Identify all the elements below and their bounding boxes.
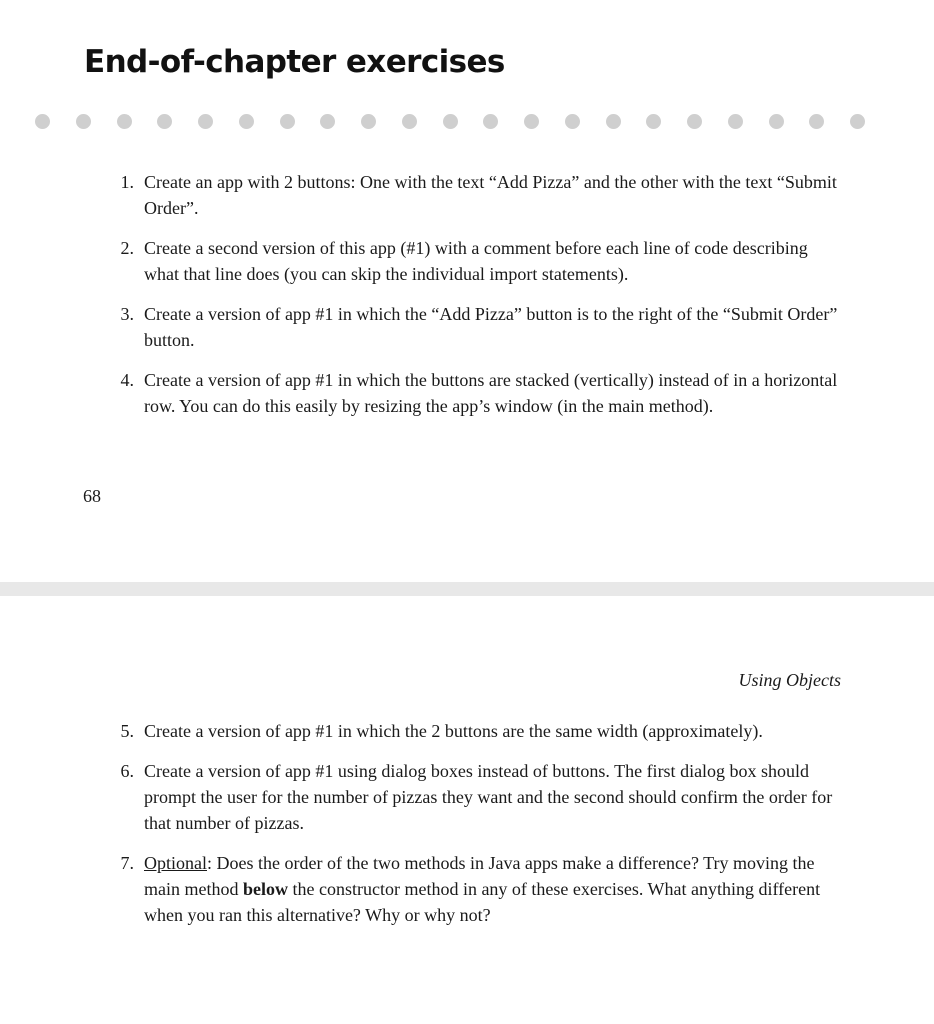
- decorative-dot: [117, 114, 132, 129]
- decorative-dot: [443, 114, 458, 129]
- decorative-dot: [809, 114, 824, 129]
- decorative-dot: [565, 114, 580, 129]
- exercise-item: [0, 758, 844, 836]
- exercise-item: [0, 301, 844, 353]
- decorative-dot: [646, 114, 661, 129]
- decorative-dot: [320, 114, 335, 129]
- emphasis-word: below: [242, 879, 288, 899]
- exercise-item: [0, 718, 844, 744]
- decorative-dot: [606, 114, 621, 129]
- exercise-number: 3.: [120, 304, 134, 324]
- decorative-dot: [850, 114, 865, 129]
- exercise-text-part1: : Does the order of the two methods in Java apps make a difference? Try moving the main method: [144, 853, 815, 899]
- decorative-dot: [35, 114, 50, 129]
- decorative-dot: [769, 114, 784, 129]
- decorative-dot: [198, 114, 213, 129]
- decorative-dot: [687, 114, 702, 129]
- exercise-list-bottom: [0, 718, 844, 942]
- decorative-dot: [239, 114, 254, 129]
- decorative-dot: [728, 114, 743, 129]
- decorative-dot: [361, 114, 376, 129]
- decorative-dot: [157, 114, 172, 129]
- exercise-item: [0, 235, 844, 287]
- exercise-item: [0, 850, 844, 928]
- exercise-number: 7.: [120, 853, 134, 873]
- page-number: 68: [83, 486, 101, 506]
- book-page-bottom: [0, 596, 934, 1024]
- exercise-text: Create a version of app #1 using dialog boxes instead of buttons. The first dialog box should prompt the user for the number of pizzas they want and the second should confirm the order for that number of pizzas.: [144, 761, 833, 833]
- chapter-exercises-heading: End-of-chapter exercises: [84, 44, 505, 80]
- exercise-text-part2: the constructor method in any of these exercises. What anything different when you ran this alternative? Why or why not?: [144, 879, 821, 925]
- exercise-item: [0, 367, 844, 419]
- exercise-number: 1.: [120, 172, 134, 192]
- decorative-dot-row: [35, 114, 865, 130]
- exercise-number: 6.: [120, 761, 134, 781]
- page-separator: [0, 582, 934, 596]
- exercise-text: Create a second version of this app (#1) with a comment before each line of code describing what that line does (you can skip the individual import statements).: [144, 238, 808, 284]
- exercise-number: 2.: [120, 238, 134, 258]
- exercise-number: 5.: [120, 721, 134, 741]
- exercise-text: Create a version of app #1 in which the 2 buttons are the same width (approximately).: [144, 721, 763, 741]
- running-header: Using Objects: [738, 670, 841, 690]
- decorative-dot: [483, 114, 498, 129]
- exercise-text: Create an app with 2 buttons: One with the text “Add Pizza” and the other with the text “Submit Order”.: [144, 172, 837, 218]
- exercise-text: Create a version of app #1 in which the buttons are stacked (vertically) instead of in a horizontal row. You can do this easily by resizing the app’s window (in the main method).: [144, 370, 838, 416]
- decorative-dot: [280, 114, 295, 129]
- decorative-dot: [524, 114, 539, 129]
- exercise-list-top: [0, 169, 844, 433]
- decorative-dot: [76, 114, 91, 129]
- exercise-item: [0, 169, 844, 221]
- decorative-dot: [402, 114, 417, 129]
- exercise-text: Create a version of app #1 in which the “Add Pizza” button is to the right of the “Submit Order” button.: [144, 304, 838, 350]
- optional-label: Optional: [144, 853, 207, 873]
- exercise-text: [144, 850, 844, 928]
- exercise-number: 4.: [120, 370, 134, 390]
